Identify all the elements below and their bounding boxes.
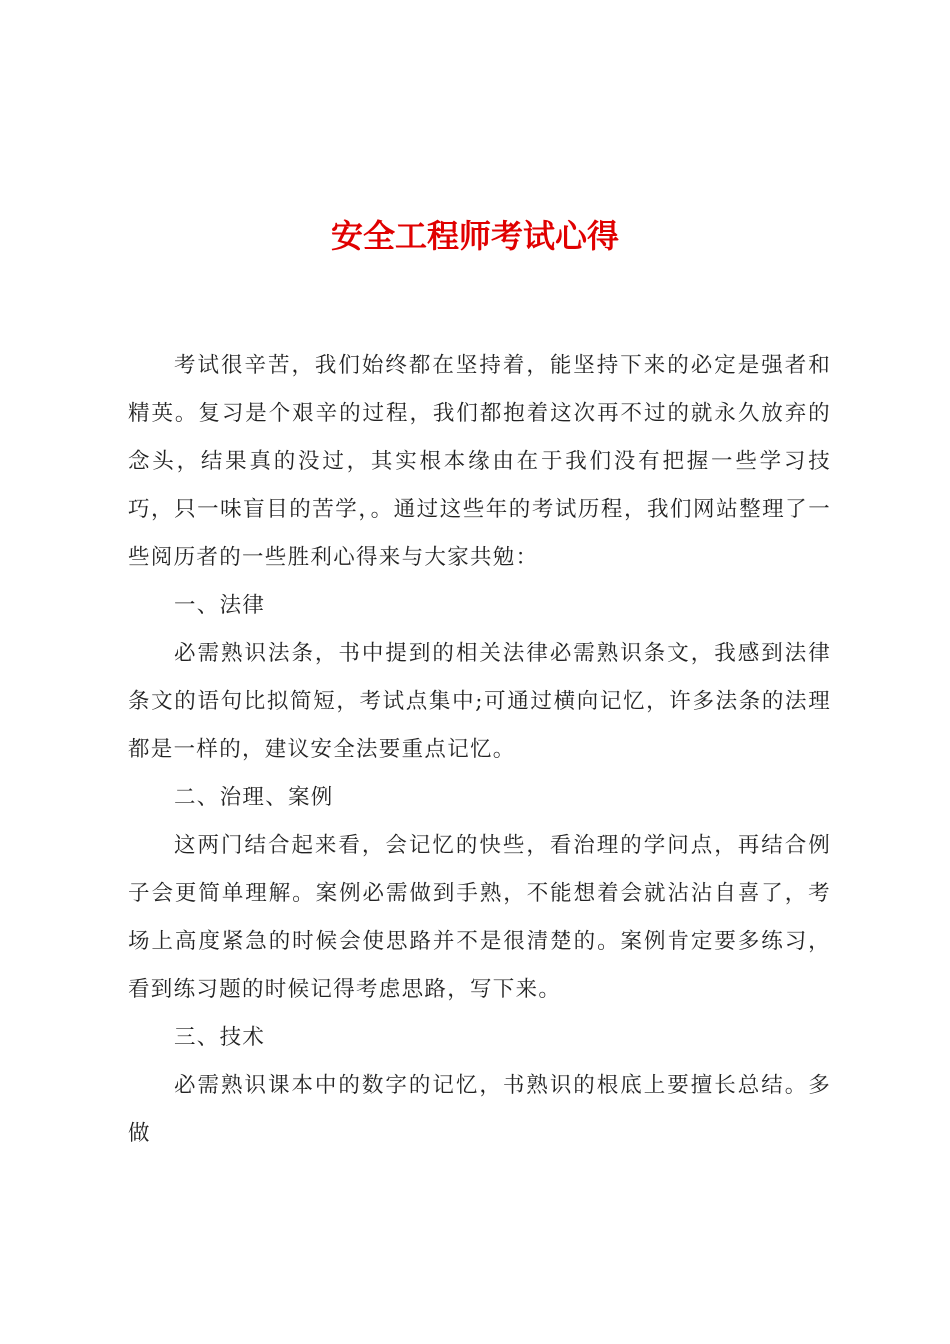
document-title: 安全工程师考试心得 [330, 217, 619, 255]
section-heading-technology: 三、技术 [174, 1025, 266, 1050]
document-body [128, 342, 831, 1158]
technology-paragraph: 必需熟识课本中的数字的记忆，书熟识的根底上要擅长总结。多做 [128, 1073, 831, 1146]
section-heading-management-cases: 二、治理、案例 [174, 785, 334, 810]
section-heading-law: 一、法律 [174, 593, 266, 618]
management-cases-paragraph: 这两门结合起来看，会记忆的快些，看治理的学问点，再结合例子会更简单理解。案例必需做到手熟，不能想着会就沾沾自喜了，考场上高度紧急的时候会使思路并不是很清楚的。案例肯定要多练习，看到练习题的时候记得考虑思路，写下来。 [128, 833, 831, 1002]
law-paragraph: 必需熟识法条，书中提到的相关法律必需熟识条文，我感到法律条文的语句比拟简短，考试点集中;可通过横向记忆，许多法条的法理都是一样的，建议安全法要重点记忆。 [128, 641, 831, 762]
intro-paragraph: 考试很辛苦，我们始终都在坚持着，能坚持下来的必定是强者和精英。复习是个艰辛的过程，我们都抱着这次再不过的就永久放弃的念头，结果真的没过，其实根本缘由在于我们没有把握一些学习技巧，只一味盲目的苦学，。通过这些年的考试历程，我们网站整理了一些阅历者的一些胜利心得来与大家共勉： [128, 353, 831, 570]
